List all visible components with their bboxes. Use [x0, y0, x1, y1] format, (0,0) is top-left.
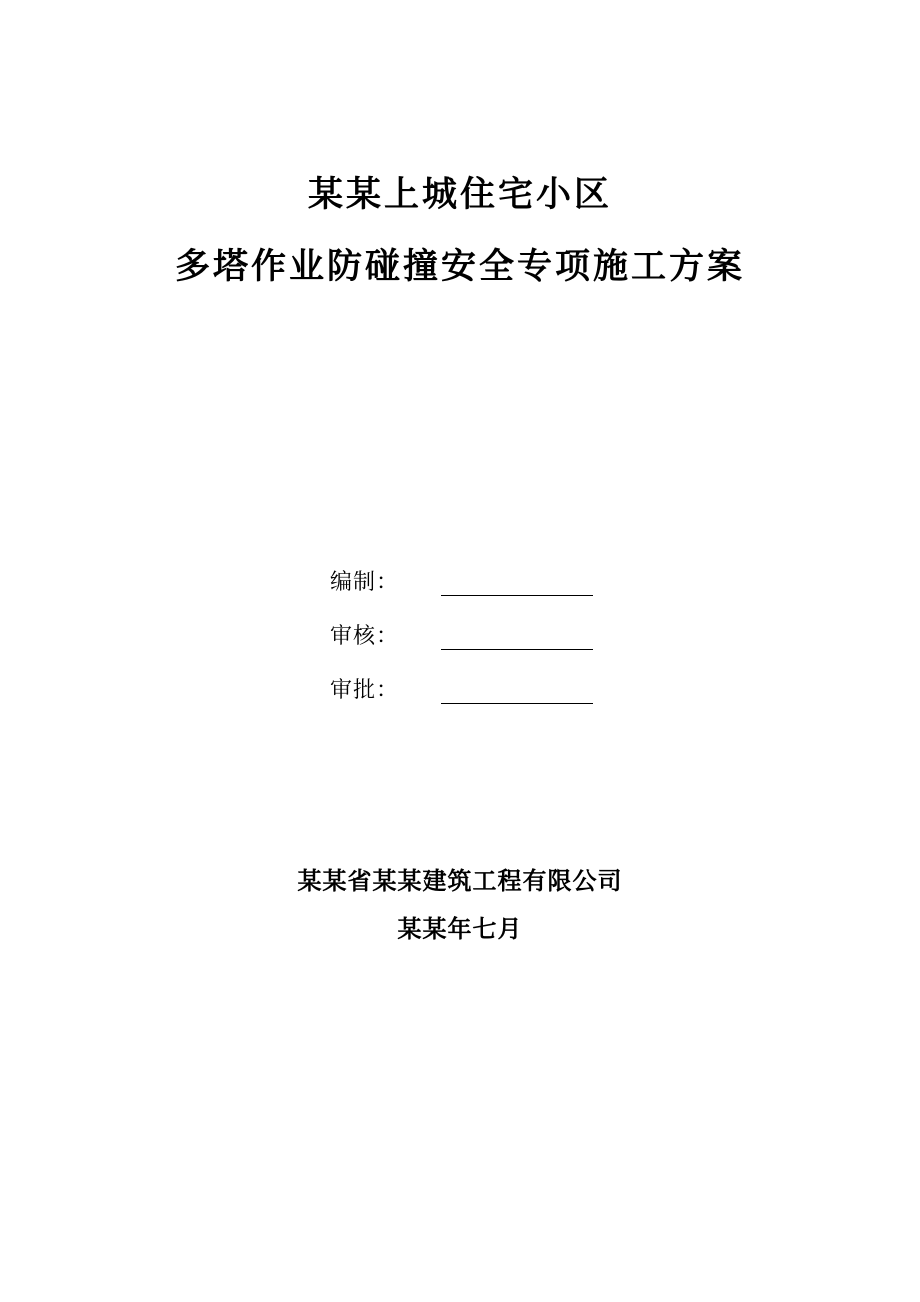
- document-title-line-1: 某某上城住宅小区: [307, 174, 612, 215]
- signature-blank-line: [441, 649, 593, 650]
- signature-row-compile: [330, 568, 610, 598]
- signature-row-review: [330, 622, 610, 652]
- signature-row-approve: [330, 676, 610, 706]
- signature-label-review: 审核：: [330, 624, 400, 649]
- signature-blank-line: [441, 595, 593, 596]
- signature-blank-line: [441, 703, 593, 704]
- signature-label-compile: 编制：: [330, 570, 400, 595]
- company-name: 某某省某某建筑工程有限公司: [297, 866, 623, 895]
- document-date: 某某年七月: [397, 914, 523, 943]
- document-title-line-2: 多塔作业防碰撞安全专项施工方案: [174, 246, 745, 287]
- signature-label-approve: 审批：: [330, 678, 400, 703]
